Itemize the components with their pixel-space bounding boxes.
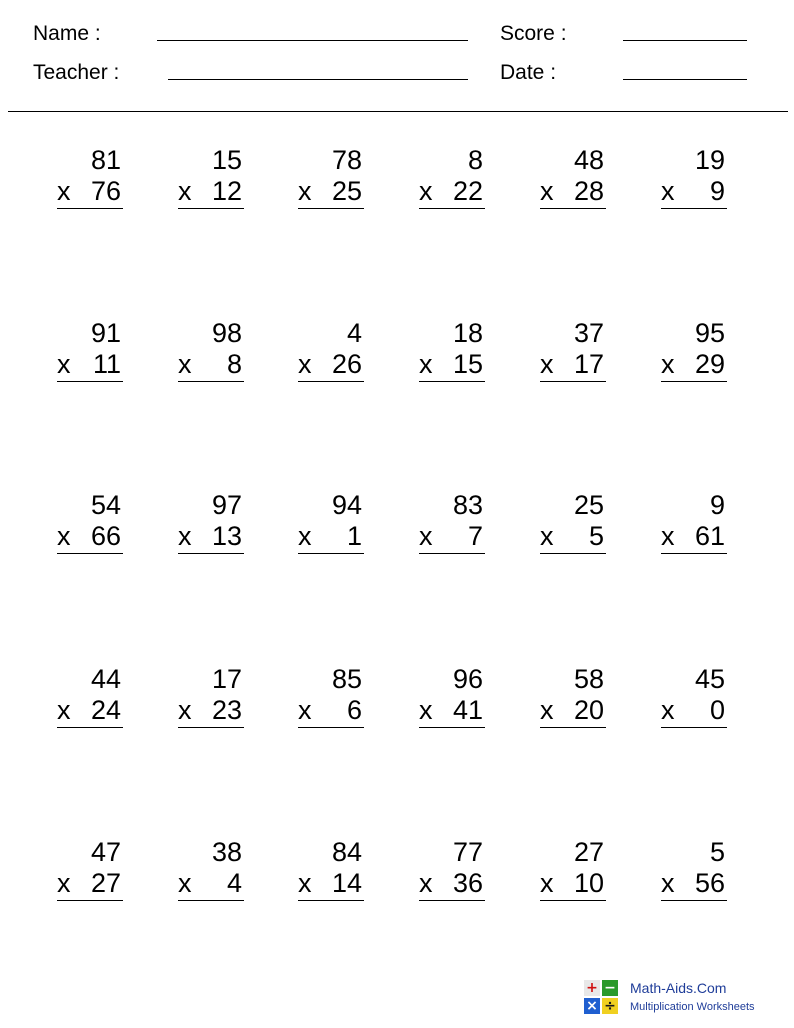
- multiplicand: 15: [211, 145, 242, 175]
- times-icon: ×: [584, 998, 600, 1014]
- problem: [298, 664, 364, 728]
- answer-line: [661, 208, 727, 209]
- problem: [419, 837, 485, 901]
- multiplier: 76: [90, 176, 121, 206]
- times-sign: x: [178, 868, 192, 898]
- times-sign: x: [661, 349, 675, 379]
- times-sign: x: [419, 868, 433, 898]
- multiplier: 61: [694, 521, 725, 551]
- date-label: Date :: [500, 61, 557, 84]
- multiplier: 5: [588, 521, 604, 551]
- multiplier: 11: [92, 349, 121, 379]
- problem: [298, 318, 364, 382]
- multiplier: 10: [573, 868, 604, 898]
- multiplier: 1: [346, 521, 362, 551]
- multiplicand: 8: [467, 145, 483, 175]
- multiplicand: 44: [90, 664, 121, 694]
- multiplicand: 97: [211, 490, 242, 520]
- multiplier: 29: [694, 349, 725, 379]
- answer-line: [661, 900, 727, 901]
- multiplier: 13: [211, 521, 242, 551]
- multiplicand: 47: [90, 837, 121, 867]
- answer-line: [57, 553, 123, 554]
- times-sign: x: [540, 176, 554, 206]
- answer-line: [419, 727, 485, 728]
- multiplicand: 9: [709, 490, 725, 520]
- multiplicand: 77: [452, 837, 483, 867]
- times-sign: x: [298, 695, 312, 725]
- answer-line: [57, 900, 123, 901]
- answer-line: [419, 900, 485, 901]
- multiplicand: 37: [573, 318, 604, 348]
- multiplicand: 45: [694, 664, 725, 694]
- plus-icon: +: [584, 980, 600, 996]
- answer-line: [298, 208, 364, 209]
- answer-line: [661, 553, 727, 554]
- times-sign: x: [540, 349, 554, 379]
- score-label: Score :: [500, 22, 567, 45]
- multiplicand: 5: [709, 837, 725, 867]
- problem: [178, 490, 244, 554]
- multiplier: 27: [90, 868, 121, 898]
- problem: [298, 490, 364, 554]
- multiplicand: 81: [90, 145, 121, 175]
- answer-line: [661, 381, 727, 382]
- problem: [57, 664, 123, 728]
- multiplicand: 27: [573, 837, 604, 867]
- times-sign: x: [57, 349, 71, 379]
- multiplier: 56: [694, 868, 725, 898]
- problem: [178, 837, 244, 901]
- times-sign: x: [178, 521, 192, 551]
- multiplier: 66: [90, 521, 121, 551]
- logo-subtitle-text: Multiplication Worksheets: [630, 1001, 755, 1013]
- answer-line: [298, 900, 364, 901]
- problem: [419, 318, 485, 382]
- multiplier: 28: [573, 176, 604, 206]
- times-sign: x: [419, 176, 433, 206]
- answer-line: [419, 208, 485, 209]
- multiplier: 26: [331, 349, 362, 379]
- multiplicand: 4: [346, 318, 362, 348]
- times-sign: x: [298, 868, 312, 898]
- answer-line: [540, 727, 606, 728]
- problem: [57, 318, 123, 382]
- divide-icon: ÷: [602, 998, 618, 1014]
- times-sign: x: [298, 176, 312, 206]
- logo-brand-text: Math-Aids.Com: [630, 980, 727, 996]
- multiplier: 15: [452, 349, 483, 379]
- answer-line: [661, 727, 727, 728]
- multiplier: 24: [90, 695, 121, 725]
- problem: [540, 664, 606, 728]
- times-sign: x: [540, 868, 554, 898]
- answer-line: [298, 553, 364, 554]
- multiplicand: 95: [694, 318, 725, 348]
- multiplier: 22: [452, 176, 483, 206]
- answer-line: [540, 900, 606, 901]
- problem: [57, 145, 123, 209]
- times-sign: x: [419, 695, 433, 725]
- multiplicand: 48: [573, 145, 604, 175]
- answer-line: [419, 381, 485, 382]
- answer-line: [57, 381, 123, 382]
- multiplicand: 38: [211, 837, 242, 867]
- answer-line: [540, 208, 606, 209]
- times-sign: x: [57, 521, 71, 551]
- minus-icon: −: [602, 980, 618, 996]
- times-sign: x: [298, 349, 312, 379]
- multiplicand: 96: [452, 664, 483, 694]
- problem: [298, 837, 364, 901]
- times-sign: x: [540, 521, 554, 551]
- problem: [540, 318, 606, 382]
- answer-line: [419, 553, 485, 554]
- multiplier: 12: [211, 176, 242, 206]
- problem: [540, 837, 606, 901]
- problem: [419, 664, 485, 728]
- problem: [540, 490, 606, 554]
- multiplier: 25: [331, 176, 362, 206]
- multiplier: 36: [452, 868, 483, 898]
- multiplicand: 54: [90, 490, 121, 520]
- problem: [661, 145, 727, 209]
- problem: [661, 490, 727, 554]
- answer-line: [540, 553, 606, 554]
- times-sign: x: [298, 521, 312, 551]
- problem: [57, 837, 123, 901]
- times-sign: x: [178, 176, 192, 206]
- multiplier: 9: [709, 176, 725, 206]
- multiplier: 14: [331, 868, 362, 898]
- multiplicand: 84: [331, 837, 362, 867]
- multiplicand: 85: [331, 664, 362, 694]
- multiplicand: 18: [452, 318, 483, 348]
- problem: [419, 490, 485, 554]
- times-sign: x: [661, 868, 675, 898]
- problem: [178, 664, 244, 728]
- times-sign: x: [419, 521, 433, 551]
- problem: [661, 318, 727, 382]
- times-sign: x: [57, 176, 71, 206]
- multiplicand: 17: [211, 664, 242, 694]
- multiplier: 4: [226, 868, 242, 898]
- teacher-label: Teacher :: [33, 61, 120, 84]
- answer-line: [298, 727, 364, 728]
- answer-line: [57, 727, 123, 728]
- multiplier: 0: [709, 695, 725, 725]
- times-sign: x: [661, 695, 675, 725]
- answer-line: [178, 900, 244, 901]
- multiplicand: 91: [90, 318, 121, 348]
- multiplicand: 19: [694, 145, 725, 175]
- problem: [178, 318, 244, 382]
- answer-line: [57, 208, 123, 209]
- times-sign: x: [540, 695, 554, 725]
- times-sign: x: [419, 349, 433, 379]
- multiplier: 41: [452, 695, 483, 725]
- times-sign: x: [178, 349, 192, 379]
- problem: [178, 145, 244, 209]
- times-sign: x: [661, 521, 675, 551]
- multiplier: 17: [573, 349, 604, 379]
- answer-line: [178, 727, 244, 728]
- multiplier: 23: [211, 695, 242, 725]
- multiplicand: 58: [573, 664, 604, 694]
- times-sign: x: [661, 176, 675, 206]
- multiplicand: 78: [331, 145, 362, 175]
- multiplier: 8: [226, 349, 242, 379]
- problem: [57, 490, 123, 554]
- answer-line: [178, 208, 244, 209]
- answer-line: [540, 381, 606, 382]
- problem: [419, 145, 485, 209]
- name-label: Name :: [33, 22, 101, 45]
- math-aids-logo: [584, 978, 784, 1018]
- times-sign: x: [57, 695, 71, 725]
- answer-line: [178, 381, 244, 382]
- multiplier: 6: [346, 695, 362, 725]
- problem: [298, 145, 364, 209]
- multiplier: 20: [573, 695, 604, 725]
- multiplicand: 98: [211, 318, 242, 348]
- times-sign: x: [178, 695, 192, 725]
- multiplier: 7: [467, 521, 483, 551]
- answer-line: [298, 381, 364, 382]
- times-sign: x: [57, 868, 71, 898]
- multiplicand: 83: [452, 490, 483, 520]
- problem: [661, 837, 727, 901]
- multiplicand: 25: [573, 490, 604, 520]
- problem: [540, 145, 606, 209]
- problem: [661, 664, 727, 728]
- multiplicand: 94: [331, 490, 362, 520]
- answer-line: [178, 553, 244, 554]
